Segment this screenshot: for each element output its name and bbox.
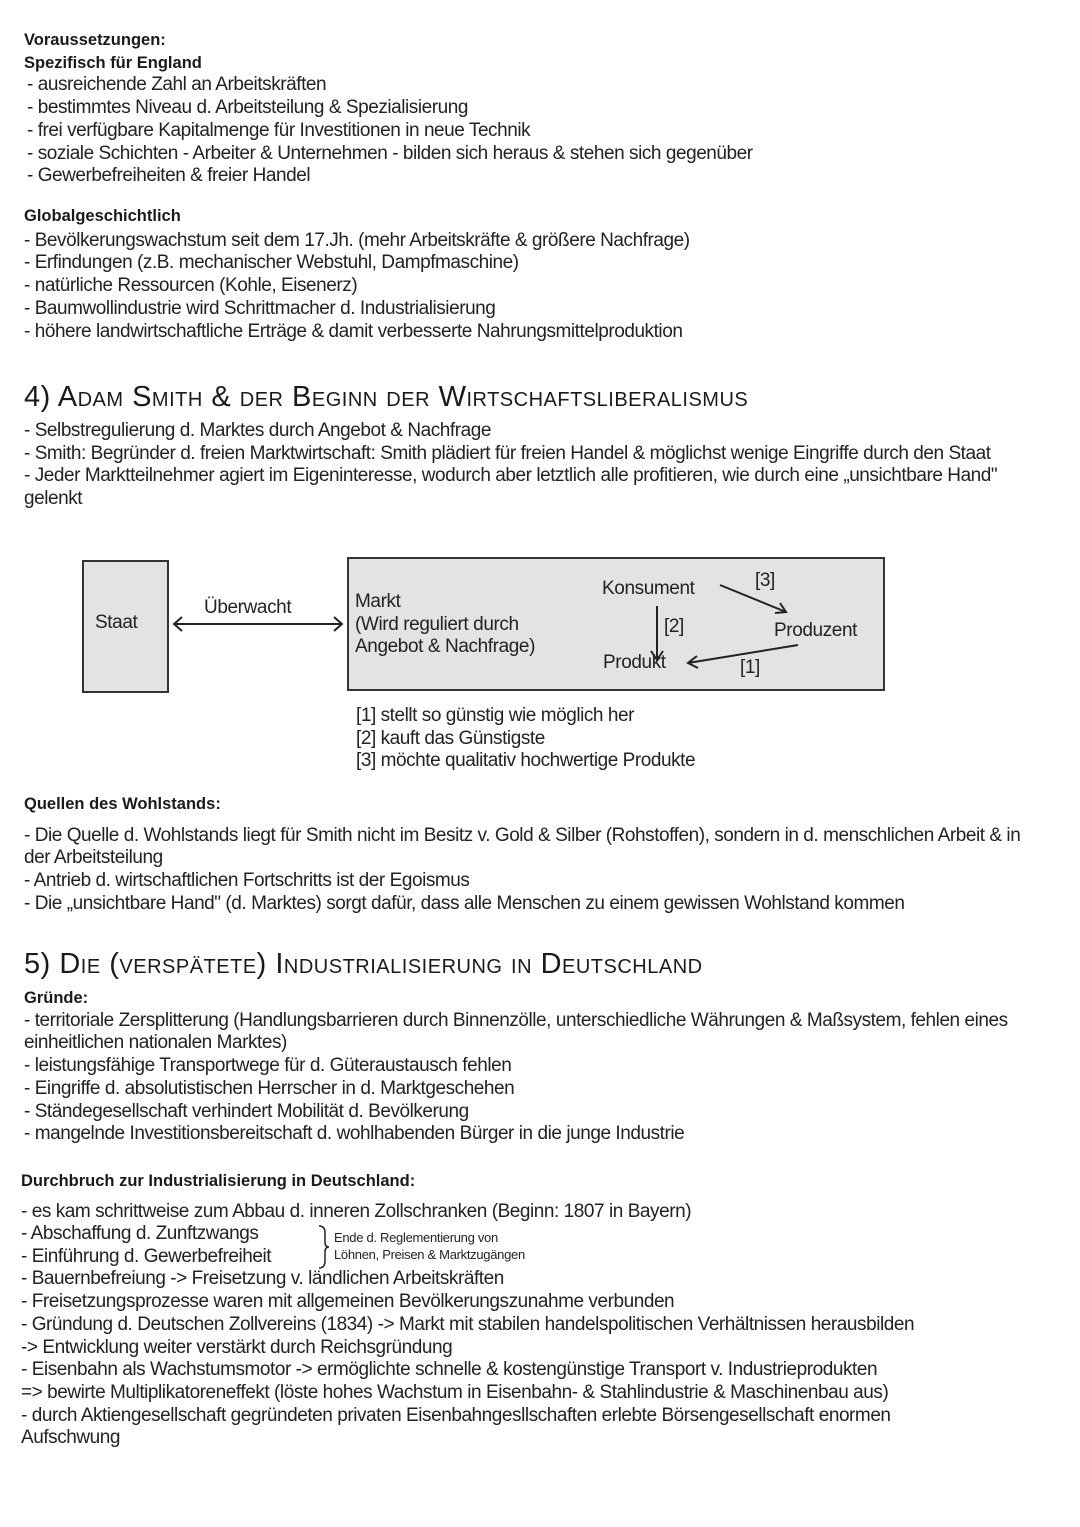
list-item: - leistungsfähige Transportwege für d. Güteraustausch fehlen (24, 1055, 512, 1077)
list-item: - Abschaffung d. Zunftzwangs (21, 1223, 259, 1245)
list-item: - Die Quelle d. Wohlstands liegt für Smith nicht im Besitz v. Gold & Silber (Rohstoffen), sondern in d. menschlichen Arbeit & in der Arbeitsteilung (24, 824, 1021, 869)
markt-label-2: (Wird reguliert durch (355, 614, 519, 635)
markt-label-3: Angebot & Nachfrage) (355, 636, 536, 657)
markt-label-1: Markt (355, 591, 401, 612)
list-item: - Eisenbahn als Wachstumsmotor -> ermöglichte schnelle & kostengünstige Transport v. Industrieprodukten (21, 1359, 878, 1381)
arrow-label-2: [2] (664, 616, 684, 637)
produzent-label: Produzent (774, 620, 858, 641)
section-heading: 4) Adam Smith & der Beginn der Wirtschaftsliberalismus (24, 381, 749, 413)
arrow-label-1: [1] (740, 657, 760, 678)
bullet-list (24, 1010, 1034, 1146)
list-item: - Bevölkerungswachstum seit dem 17.Jh. (mehr Arbeitskräfte & größere Nachfrage) (24, 229, 690, 251)
list-item: - territoriale Zersplitterung (Handlungsbarrieren durch Binnenzölle, unterschiedliche Währungen & Maßsystem, fehlen eines einheitlichen nationalen Marktes) (24, 1009, 1008, 1054)
bullet-list (356, 705, 695, 773)
list-item: - bestimmtes Niveau d. Arbeitsteilung & Spezialisierung (27, 97, 468, 119)
list-item: [3] möchte qualitativ hochwertige Produkte (356, 750, 696, 772)
subsection-title: Quellen des Wohlstands: (24, 795, 221, 813)
list-item: - Die „unsichtbare Hand" (d. Marktes) sorgt dafür, dass alle Menschen zu einem gewissen Wohlstand kommen (24, 892, 905, 914)
relation-label: Überwacht (204, 597, 292, 618)
subsection-title: Globalgeschichtlich (24, 207, 181, 225)
list-item: - natürliche Ressourcen (Kohle, Eisenerz) (24, 275, 358, 297)
quellen-section (24, 793, 1064, 916)
list-item: - Ständegesellschaft verhindert Mobilität d. Bevölkerung (24, 1100, 469, 1122)
list-item: - höhere landwirtschaftliche Erträge & damit verbesserte Nahrungsmittelproduktion (24, 320, 683, 342)
arrow-konsument-produzent-icon (720, 585, 786, 613)
list-item: - soziale Schichten - Arbeiter & Unternehmen - bilden sich heraus & stehen sich gegenüber (27, 142, 753, 164)
bracket-group (21, 1223, 1061, 1268)
list-item: - Selbstregulierung d. Marktes durch Angebot & Nachfrage (24, 420, 491, 441)
list-item: - Freisetzungsprozesse waren mit allgemeinen Bevölkerungszunahme verbunden (21, 1291, 675, 1313)
list-item: - Erfindungen (z.B. mechanischer Webstuhl, Dampfmaschine) (24, 252, 519, 274)
list-item: - Jeder Marktteilnehmer agiert im Eigeninteresse, wodurch aber letztlich alle profitieren, wie durch eine „unsichtbare Hand" gelenkt (24, 465, 998, 510)
list-item: - Bauernbefreiung -> Freisetzung v. ländlichen Arbeitskräften (21, 1268, 504, 1290)
list-item: - Eingriffe d. absolutistischen Herrscher in d. Marktgeschehen (24, 1077, 515, 1099)
produkt-label: Produkt (603, 652, 666, 673)
list-item: - Baumwollindustrie wird Schrittmacher d. Industrialisierung (24, 297, 496, 319)
section-heading: 5) Die (verspätete) Industrialisierung in Deutschland (24, 948, 703, 980)
subsection-title: Durchbruch zur Industrialisierung in Deutschland: (21, 1172, 416, 1190)
list-item: - Gründung d. Deutschen Zollvereins (1834) -> Markt mit stabilen handelspolitischen Verhältnissen herausbilden (21, 1313, 915, 1335)
list-item: - durch Aktiengesellschaft gegründeten privaten Eisenbahngesllschaften erlebte Börsengesellschaft enormen Aufschwung (21, 1404, 891, 1449)
section-title: Voraussetzungen: (24, 31, 166, 49)
arrow-produzent-produkt-icon (688, 645, 798, 668)
bullet-list (24, 825, 1034, 916)
list-item: - Gewerbefreiheiten & freier Handel (27, 165, 311, 187)
arrow-konsument-produkt-icon (651, 606, 663, 660)
deutschland-section (24, 946, 1064, 1146)
arrow-label-3: [3] (755, 570, 775, 591)
subsection-title: Gründe: (24, 989, 89, 1007)
list-item: => bewirte Multiplikatoreneffekt (löste hohes Wachstum in Eisenbahn- & Stahlindustrie & Maschinenbau aus) (21, 1381, 889, 1403)
list-item: - ausreichende Zahl an Arbeitskräften (27, 74, 327, 96)
bracket-note-1: Ende d. Reglementierung von (334, 1230, 498, 1246)
staat-label: Staat (95, 612, 138, 633)
list-item: - es kam schrittweise zum Abbau d. inneren Zollschranken (Beginn: 1807 in Bayern) (21, 1200, 692, 1222)
list-item: - Smith: Begründer d. freien Marktwirtschaft: Smith plädiert für freien Handel & möglichst wenige Eingriffe durch den Staat (24, 442, 991, 464)
list-item: [2] kauft das Günstigste (356, 727, 545, 749)
double-arrow-icon (174, 617, 342, 631)
subsection-title: Spezifisch für England (24, 53, 202, 72)
durchbruch-section (21, 1170, 1061, 1450)
list-item: -> Entwicklung weiter verstärkt durch Reichsgründung (21, 1336, 453, 1358)
konsument-label: Konsument (602, 578, 695, 599)
list-item: [1] stellt so günstig wie möglich her (356, 705, 634, 726)
curly-bracket-icon (317, 1225, 331, 1269)
list-item: - frei verfügbare Kapitalmenge für Investitionen in neue Technik (27, 119, 531, 141)
bracket-note-2: Löhnen, Preisen & Marktzugängen (334, 1247, 525, 1263)
list-item: - Antrieb d. wirtschaftlichen Fortschritts ist der Egoismus (24, 870, 470, 892)
list-item: - Einführung d. Gewerbefreiheit (21, 1246, 272, 1268)
list-item: - mangelnde Investitionsbereitschaft d. wohlhabenden Bürger in die junge Industrie (24, 1123, 685, 1145)
bullet-list (21, 1268, 981, 1450)
